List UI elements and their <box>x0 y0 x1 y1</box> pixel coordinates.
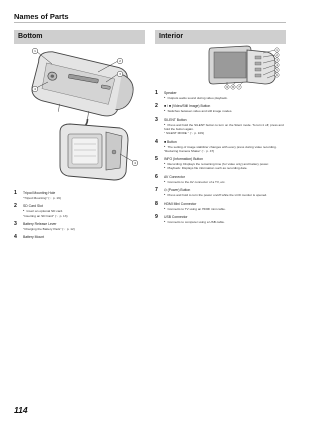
item-title: SD Card Slot <box>23 204 43 209</box>
item-reference-link[interactable]: "Tripod Mounting" (☞ p. 19) <box>23 196 61 200</box>
item-title: ■ / ■ (Video/Still Image) Button <box>164 104 211 109</box>
item-bullet: ● Switches between video and still image modes. <box>164 109 286 113</box>
item-number: 1 <box>14 190 17 196</box>
item-number: 4 <box>14 234 17 241</box>
bottom-callout-3: 3 <box>119 72 121 76</box>
interior-callout-8: 8 <box>232 85 234 89</box>
item-number: 4 <box>155 138 158 145</box>
item-title: HDMI Mini Connector <box>164 201 197 206</box>
interior-callout-5: 5 <box>276 68 278 72</box>
item-title: Speaker <box>164 91 177 95</box>
item-number: 2 <box>155 103 158 110</box>
item-title: INFO (Information) Button <box>164 157 204 162</box>
item-bullet: ● Press and hold the SILENT button to turn on the Silent mode. To turn it off, press and hold the button again. <box>164 123 286 131</box>
item-number: 6 <box>155 173 158 180</box>
item-reference-link[interactable]: " SILENT MODE " (☞ p. 109) <box>164 131 204 136</box>
list-item <box>155 214 286 224</box>
bottom-item-list <box>14 190 145 240</box>
camera-bottom-illustration <box>14 44 145 190</box>
list-item <box>155 90 286 100</box>
interior-illustration <box>155 44 286 90</box>
item-bullet: ● Outputs audio sound during video playback. <box>164 96 286 100</box>
bottom-section <box>14 30 145 244</box>
item-bullet: ● Playback: Displays file information such as recording date. <box>164 166 286 170</box>
item-reference-link[interactable]: "Charging the Battery Pack" (☞ p. 12) <box>23 226 75 231</box>
item-title: AV Connector <box>164 174 185 179</box>
bottom-callout-2: 2 <box>119 59 121 63</box>
list-item <box>14 190 145 200</box>
bottom-section-title: Bottom <box>14 30 145 44</box>
item-title: Battery Mount <box>23 235 45 240</box>
list-item <box>155 103 286 113</box>
bottom-callout-battery: 4 <box>134 161 136 165</box>
list-item <box>155 156 286 170</box>
item-reference-link[interactable]: "Inserting an SD Card" (☞ p. 13) <box>23 213 68 218</box>
camera-interior-illustration <box>155 44 286 90</box>
item-number: 9 <box>155 213 158 220</box>
item-number: 2 <box>14 203 17 210</box>
header-rule <box>14 22 286 23</box>
item-bullet: ● Connects to TV using an HDMI mini cable. <box>164 207 286 211</box>
item-bullet: ● Connects to computer using a USB cable. <box>164 220 286 224</box>
item-bullet: ● Press and hold to turn the power on/off while the LCD monitor is opened. <box>164 193 286 197</box>
list-item <box>14 234 145 240</box>
list-item <box>155 201 286 211</box>
interior-callout-2: 2 <box>276 53 278 57</box>
bottom-illustration <box>14 44 145 190</box>
list-item <box>155 139 286 153</box>
item-title: ⏻ (Power) Button <box>164 188 191 193</box>
list-item <box>14 203 145 217</box>
item-number: 3 <box>14 220 17 227</box>
interior-callout-7: 7 <box>238 85 240 89</box>
bottom-callout-4: 4 <box>34 87 36 91</box>
interior-callout-6: 6 <box>276 73 278 77</box>
item-bullet: ● The setting of image stabilizer changes with every press during video recording. <box>164 145 286 149</box>
bottom-callout-1: 1 <box>34 49 36 53</box>
interior-item-list <box>155 90 286 224</box>
item-bullet: ● Connects to the AV connector of a TV, etc. <box>164 180 286 184</box>
item-title: SILENT Button <box>164 117 187 122</box>
item-number: 7 <box>155 187 158 194</box>
page-header-title: Names of Parts <box>14 12 69 21</box>
page-number: 114 <box>14 405 28 415</box>
item-number: 1 <box>155 90 158 96</box>
interior-section <box>155 30 286 227</box>
item-bullet: ● Insert an optional SD card. <box>23 209 145 213</box>
interior-callout-3: 3 <box>276 58 278 62</box>
item-bullet: ● Recording: Displays the remaining time (for video only) and battery power. <box>164 162 286 166</box>
interior-callout-9: 9 <box>226 85 228 89</box>
item-number: 8 <box>155 200 158 207</box>
list-item <box>155 117 286 136</box>
interior-callout-1: 1 <box>276 48 278 52</box>
item-reference-link[interactable]: "Reducing Camera Shake" (☞ p. 47) <box>164 148 215 153</box>
item-title: Battery Release Lever <box>23 221 57 226</box>
item-number: 5 <box>155 156 158 163</box>
item-title: Tripod Mounting Hole <box>23 191 56 195</box>
item-title: USB Connector <box>164 214 188 219</box>
list-item <box>155 174 286 184</box>
interior-callout-4: 4 <box>276 63 278 67</box>
list-item <box>155 187 286 197</box>
item-number: 3 <box>155 116 158 123</box>
list-item <box>14 221 145 231</box>
item-title: ■ Button <box>164 139 177 144</box>
interior-section-title: Interior <box>155 30 286 44</box>
